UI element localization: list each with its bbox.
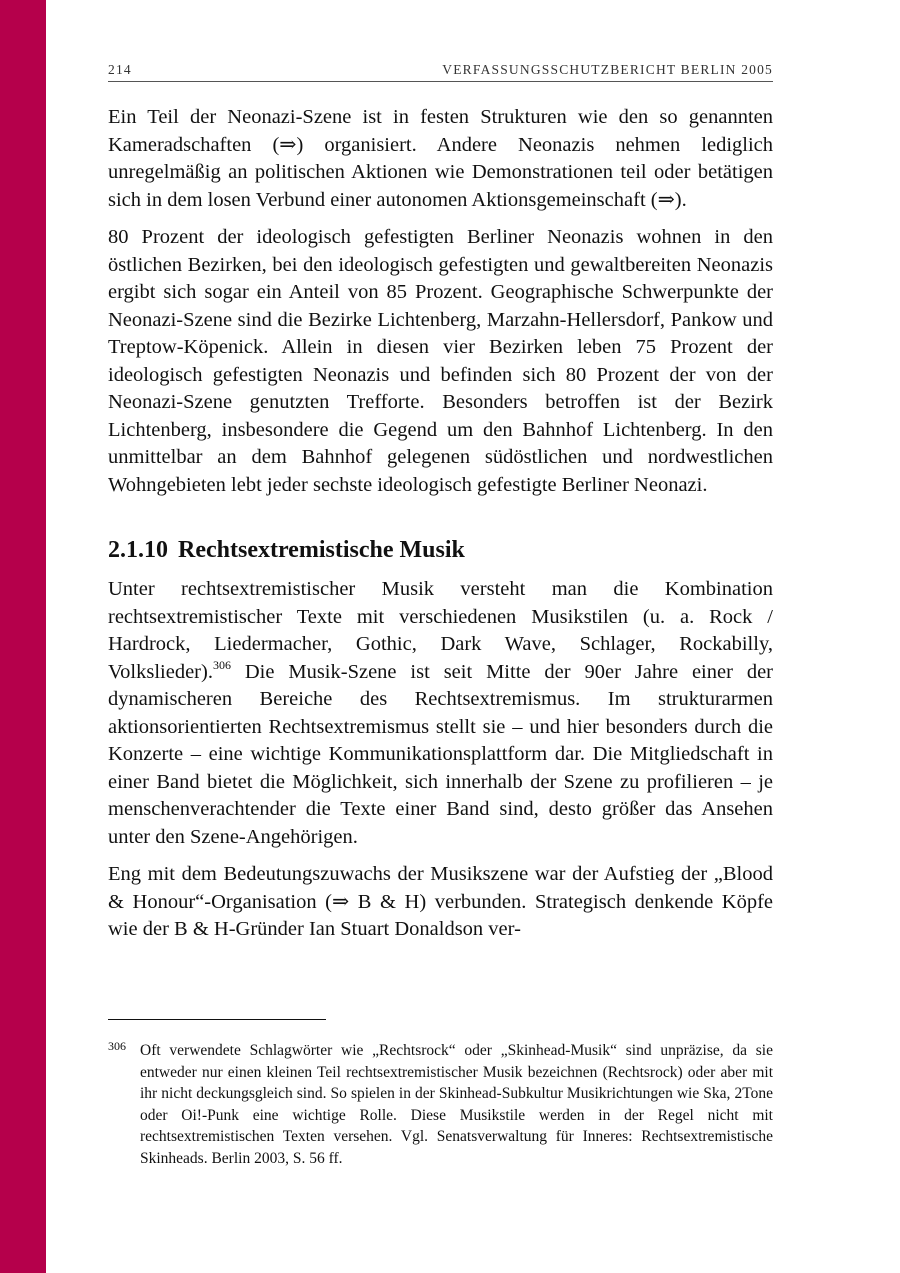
paragraph-4: Eng mit dem Bedeutungszuwachs der Musikszene war der Aufstieg der „Blood & Honour“-Organisation (⇒ B & H) verbunden. Strategisch denkende Köpfe wie der B & H-Gründer Ian Stuart Donaldson ver- <box>108 863 773 940</box>
section-title: Rechtsextremistische Musik <box>178 537 465 563</box>
section-heading <box>108 535 773 565</box>
footnote-reference[interactable]: 306 <box>212 657 231 672</box>
running-header <box>108 62 773 78</box>
paragraph-3-part-2: Die Musik-Szene ist seit Mitte der 90er Jahre einer der dynamischeren Bereiche des Rechtsextremismus. Im strukturarmen aktionsorientierten Rechtsextremismus stellt sie – und hier besonders durch die Konzerte – eine wichtige Kommunikationsplattform dar. Die Mitgliedschaft in einer Band bietet die Möglichkeit, sich innerhalb der Szene zu profilieren – je menschenverachtender die Texte einer Band sind, desto größer das Ansehen unter den Szene-Angehörigen. <box>108 660 773 848</box>
paragraph-1: Ein Teil der Neonazi-Szene ist in festen Strukturen wie den so genannten Kameradschaften (⇒) organisiert. Andere Neonazis nehmen lediglich unregelmäßig an politischen Aktionen wie Demonstrationen teil oder betätigen sich in dem losen Verbund einer autonomen Aktionsgemeinschaft (⇒). <box>108 106 773 211</box>
footnote <box>108 1040 773 1169</box>
page-accent-bar <box>0 0 46 1273</box>
footnote-number: 306 <box>108 1039 126 1053</box>
footnote-text: Oft verwendete Schlagwörter wie „Rechtsrock“ oder „Skinhead-Musik“ sind unpräzise, da sie entweder nur einen kleinen Teil rechtsextremistischer Musik bezeichnen (Rechtsrock) oder aber mit ihr nicht deckungsgleich sind. So spielen in der Skinhead-Subkultur Musikrichtungen wie Ska, 2Tone oder Oi!-Punk eine wichtige Rolle. Diese Musikstile werden in der Regel nicht mit rechtsextremistischen Texten versehen. Vgl. Senatsverwaltung für Inneres: Rechtsextremistische Skinheads. Berlin 2003, S. 56 ff. <box>140 1042 773 1167</box>
page-number: 214 <box>108 62 132 77</box>
footnote-rule <box>108 1019 326 1020</box>
header-rule <box>108 81 773 82</box>
paragraph-3 <box>108 576 773 851</box>
section-number: 2.1.10 <box>108 537 168 563</box>
paragraph-2: 80 Prozent der ideologisch gefestigten Berliner Neonazis wohnen in den östlichen Bezirken, bei den ideologisch gefestigten und gewaltbereiten Neonazis ergibt sich sogar ein Anteil von 85 Prozent. Geographische Schwerpunkte der Neonazi-Szene sind die Bezirke Lichtenberg, Marzahn-Hellersdorf, Pankow und Treptow-Köpenick. Allein in diesen vier Bezirken leben 75 Prozent der ideologisch gefestigten Neonazis und befinden sich 80 Prozent der von der Neonazi-Szene genutzten Trefforte. Besonders betroffen ist der Bezirk Lichtenberg, insbesondere die Gegend um den Bahnhof Lichtenberg. In den unmittelbar an dem Bahnhof gelegenen südöstlichen und nordwestlichen Wohngebieten lebt jeder sechste ideologisch gefestigte Berliner Neonazi. <box>108 226 773 496</box>
paragraph-3-part-1: Unter rechtsextremistischer Musik versteht man die Kombination rechtsextremistischer Texte mit verschiedenen Musikstilen (u. a. Rock / Hardrock, Liedermacher, Gothic, Dark Wave, Schlager, Rockabilly, Volkslieder). <box>108 578 773 683</box>
running-title: VERFASSUNGSSCHUTZBERICHT BERLIN 2005 <box>442 62 773 77</box>
main-text <box>108 104 773 954</box>
